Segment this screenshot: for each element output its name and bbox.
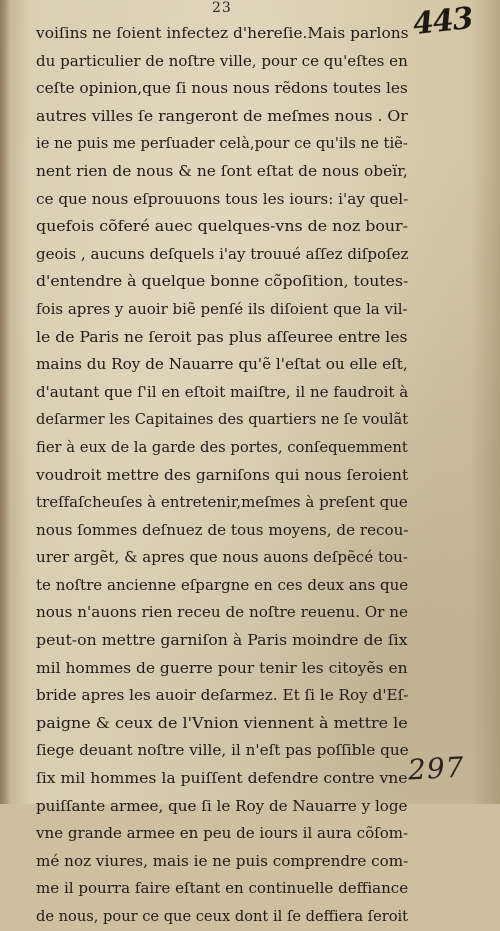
text-line: autres villes ſe rangeront de meſmes nous . Or <box>36 106 408 125</box>
text-line: geois , aucuns deſquels i'ay trouué aſſez diſpoſez <box>36 244 409 263</box>
text-line: vne grande armee en peu de iours il aura cõſom- <box>36 824 409 843</box>
text-line: mé noz viures, mais ie ne puis comprendre com- <box>36 851 409 870</box>
text-line: ie ne puis me perſuader celà,pour ce qu'ils ne tiẽ- <box>36 134 408 153</box>
text-line: du particulier de noſtre ville, pour ce qu'eſtes en <box>36 51 408 70</box>
page-gutter-shadow <box>0 0 10 804</box>
handwritten-folio-number: 443 <box>411 0 475 43</box>
handwritten-bottom-number: 297 <box>407 750 466 787</box>
text-line: d'entendre à quelque bonne cõpoſition, toutes- <box>36 272 409 291</box>
text-line: mil hommes de guerre pour tenir les citoyẽs en <box>36 658 408 677</box>
text-line: ſix mil hommes la puiſſent defendre contre vne <box>36 769 408 788</box>
text-line: nous ſommes deſnuez de tous moyens, de recou- <box>36 520 409 539</box>
text-line: voiſins ne ſoient infectez d'hereſie.Mais parlons <box>36 24 409 42</box>
text-line: puiſſante armee, que ſi le Roy de Nauarre y loge <box>36 796 408 815</box>
text-line: peut-on mettre garniſon à Paris moindre de ſix <box>36 631 408 650</box>
text-line: quefois cõferé auec quelques-vns de noz bour- <box>36 217 408 236</box>
text-line: de nous, pour ce que ceux dont il ſe deffiera ſeroit <box>36 907 409 925</box>
text-line: ſiege deuant noſtre ville, il n'eſt pas poſſible que <box>36 741 409 760</box>
text-line: me il pourra faire eſtant en continuelle deffiance <box>36 879 409 898</box>
text-line: deſarmer les Capitaines des quartiers ne ſe voulãt <box>36 410 409 429</box>
text-line: fier à eux de la garde des portes, conſequemment <box>36 437 408 456</box>
text-line: te noſtre ancienne eſpargne en ces deux ans que <box>36 575 409 594</box>
text-line: nent rien de nous & ne ſont eſtat de nous obeïr, <box>36 161 408 180</box>
printed-page-number: 23 <box>212 0 232 16</box>
text-line: bride apres les auoir deſarmez. Et ſi le Roy d'Eſ- <box>36 686 409 705</box>
text-line: fois apres y auoir biẽ penſé ils diſoient que la vil- <box>36 299 408 318</box>
text-line: paigne & ceux de l'Vnion viennent à mettre le <box>36 713 408 732</box>
text-line: ceſte opinion,que ſi nous nous rẽdons toutes les <box>36 79 408 98</box>
text-line: urer argẽt, & apres que nous auons deſpẽcé tou- <box>36 548 408 567</box>
text-line: voudroit mettre des garniſons qui nous ſeroient <box>36 465 409 484</box>
text-line: treſfaſcheuſes à entretenir,meſmes à preſent que <box>36 493 408 512</box>
text-line: d'autant que ſ'il en eſtoit maiſtre, il ne faudroit à <box>36 382 409 401</box>
body-text <box>36 20 408 931</box>
text-line: ce que nous eſprouuons tous les iours: i'ay quel- <box>36 189 409 208</box>
text-line: le de Paris ne ſeroit pas plus aſſeuree entre les <box>36 327 408 346</box>
text-line: mains du Roy de Nauarre qu'ẽ l'eſtat ou elle eſt, <box>36 355 408 374</box>
text-line: nous n'auons rien receu de noſtre reuenu. Or ne <box>36 603 409 622</box>
